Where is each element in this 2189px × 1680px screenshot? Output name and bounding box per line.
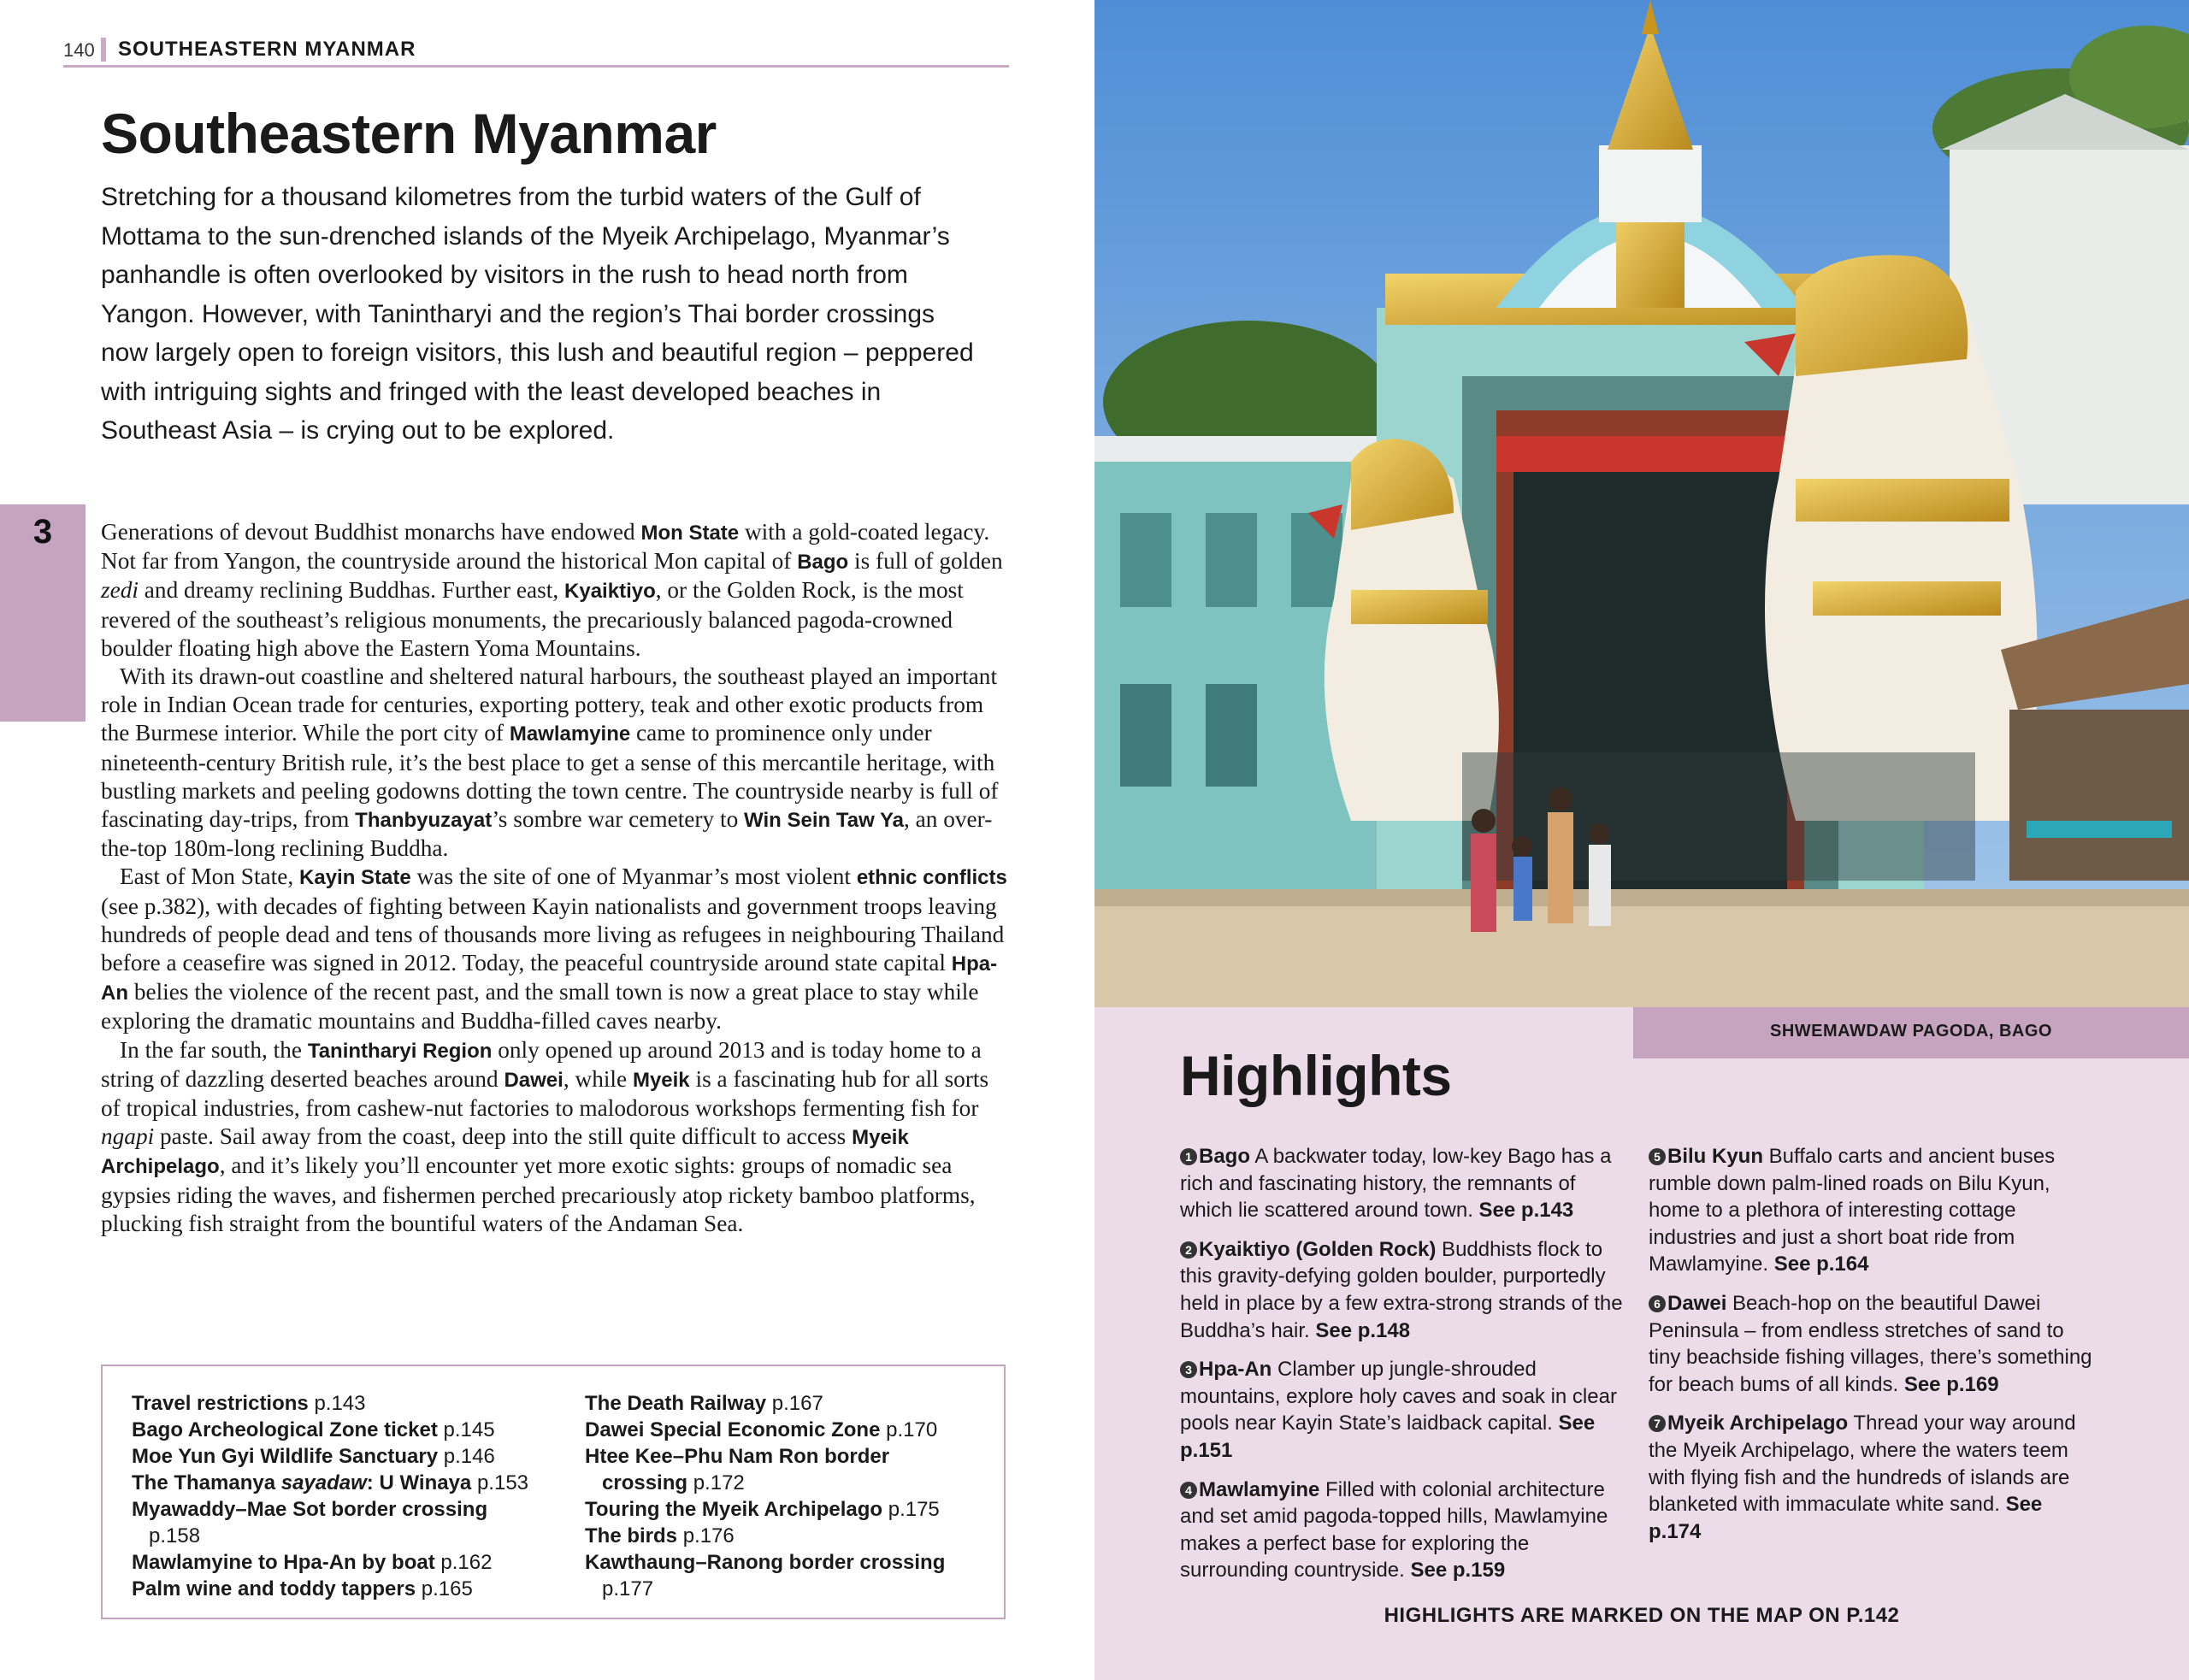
contents-column-2 bbox=[585, 1390, 1021, 1602]
chapter-title: Southeastern Myanmar bbox=[101, 102, 717, 165]
contents-item: Palm wine and toddy tappers p.165 bbox=[132, 1577, 473, 1600]
contents-item: Myawaddy–Mae Sot border crossing p.158 bbox=[132, 1498, 488, 1547]
highlight-item: 7 Myeik Archipelago Thread your way around the Myeik Archipelago, where the waters teem with flying fish and the hundreds of islands are blanketed with immaculate white sand. See p.174 bbox=[1649, 1412, 2076, 1543]
contents-item: Bago Archeological Zone ticket p.145 bbox=[132, 1418, 495, 1441]
chapter-contents-box bbox=[101, 1365, 1006, 1619]
contents-item: The Thamanya sayadaw: U Winaya p.153 bbox=[132, 1471, 529, 1494]
contents-item: Travel restrictions p.143 bbox=[132, 1392, 366, 1415]
chapter-tab-number: 3 bbox=[32, 513, 53, 551]
pagoda-photo bbox=[1094, 0, 2189, 1007]
highlight-item: 2 Kyaiktiyo (Golden Rock) Buddhists flock to this gravity-defying golden boulder, purportedly held in place by a few extra-strong strands of the Buddha’s hair. See p.148 bbox=[1180, 1237, 1623, 1342]
running-head-title: SOUTHEASTERN MYANMAR bbox=[118, 38, 416, 61]
page-number: 140 bbox=[63, 39, 95, 61]
highlights-title: Highlights bbox=[1180, 1044, 1452, 1107]
highlight-number: 2 bbox=[1180, 1241, 1197, 1259]
body-paragraph-3: East of Mon State, Kayin State was the site of one of Myanmar’s most violent ethnic conflicts (see p.382), with decades of fighting between Kayin nationalists and government troops leaving hundreds of people dead and tens of thousands more living as refugees in neighbouring Thailand before a ceasefire was signed in 2012. Today, the peaceful countryside around state capital Hpa-An belies the violence of the recent past, and the small town is now a great place to stay while exploring the dramatic mountains and Buddha-filled caves nearby. bbox=[101, 864, 1007, 1035]
highlight-item: 5 Bilu Kyun Buffalo carts and ancient buses rumble down palm-lined roads on Bilu Kyun, home to a plethora of interesting cottage industries and just a short boat ride from Mawlamyine. See p.164 bbox=[1649, 1145, 2056, 1276]
right-page bbox=[1094, 0, 2189, 1680]
contents-item: Kawthaung–Ranong border crossing p.177 bbox=[585, 1551, 946, 1600]
contents-item: The birds p.176 bbox=[585, 1524, 735, 1547]
running-head bbox=[63, 36, 1009, 68]
highlight-number: 6 bbox=[1649, 1295, 1666, 1312]
chapter-tab bbox=[0, 504, 86, 722]
highlight-number: 4 bbox=[1180, 1482, 1197, 1499]
highlight-number: 3 bbox=[1180, 1361, 1197, 1378]
contents-item: Mawlamyine to Hpa-An by boat p.162 bbox=[132, 1551, 493, 1574]
chapter-intro: Stretching for a thousand kilometres from the turbid waters of the Gulf of Mottama to the sun-drenched islands of the Myeik Archipelago, Myanmar’s panhandle is often overlooked by visitors in the rush to head north from Yangon. However, with Tanintharyi and the region’s Thai border crossings now largely open to foreign visitors, this lush and beautiful region – peppered with intriguing sights and fringed with the least developed beaches in Southeast Asia – is crying out to be explored. bbox=[101, 183, 974, 445]
highlight-item: 1 Bago A backwater today, low-key Bago has a rich and fascinating history, the remnants of which lie scattered around town. See p.143 bbox=[1180, 1145, 1612, 1223]
contents-column-1 bbox=[132, 1390, 568, 1602]
highlight-number: 1 bbox=[1180, 1148, 1197, 1165]
contents-item: Dawei Special Economic Zone p.170 bbox=[585, 1418, 938, 1441]
highlight-number: 7 bbox=[1649, 1415, 1666, 1432]
body-paragraph-4: In the far south, the Tanintharyi Region only opened up around 2013 and is today home to a string of dazzling deserted beaches around Dawei, while Myeik is a fascinating hub for all sorts of tropical industries, from cashew-nut factories to malodorous workshops fermenting fish for ngapi paste. Sail away from the coast, deep into the still quite difficult to access Myeik Archipelago, and it’s likely you’ll encounter yet more exotic sights: groups of nomadic sea gypsies riding the waves, and fishermen perched precariously atop rickety bamboo platforms, plucking fish straight from the bountiful waters of the Andaman Sea. bbox=[101, 1036, 989, 1236]
photo-caption: SHWEMAWDAW PAGODA, BAGO bbox=[1769, 1022, 2052, 1040]
body-paragraph-2: With its drawn-out coastline and sheltered natural harbours, the southeast played an important role in Indian Ocean trade for centuries, exporting pottery, teak and other exotic products from the Burmese interior. While the port city of Mawlamyine came to prominence only under nineteenth-century British rule, it’s the best place to get a sense of this mercantile heritage, with bustling markets and peeling godowns dotting the town centre. The countryside nearby is full of fascinating day-trips, from Thanbyuzayat’s sombre war cemetery to Win Sein Taw Ya, an over-the-top 180m-long reclining Buddha. bbox=[101, 663, 999, 862]
running-head-bar bbox=[101, 38, 106, 62]
contents-item: Moe Yun Gyi Wildlife Sanctuary p.146 bbox=[132, 1445, 495, 1468]
highlights-map-note: HIGHLIGHTS ARE MARKED ON THE MAP ON P.142 bbox=[1384, 1604, 1900, 1627]
highlight-number: 5 bbox=[1649, 1148, 1666, 1165]
contents-item: Htee Kee–Phu Nam Ron border crossing p.172 bbox=[585, 1445, 890, 1494]
left-page bbox=[0, 0, 1094, 1680]
contents-item: The Death Railway p.167 bbox=[585, 1392, 823, 1415]
body-paragraph-1: Generations of devout Buddhist monarchs have endowed Mon State with a gold-coated legacy. Not far from Yangon, the countryside around the historical Mon capital of Bago is full of golden zedi and dreamy reclining Buddhas. Further east, Kyaiktiyo, or the Golden Rock, is the most revered of the southeast’s religious monuments, the precariously balanced pagoda-crowned boulder floating high above the Eastern Yoma Mountains. bbox=[101, 519, 1003, 661]
body-text bbox=[101, 518, 1009, 1238]
highlights-column-1 bbox=[1180, 1143, 1625, 1596]
photo-caption-bar bbox=[1633, 1007, 2189, 1058]
highlight-item: 3 Hpa-An Clamber up jungle-shrouded mountains, explore holy caves and soak in clear pools near Kayin State’s laidback capital. See p.151 bbox=[1180, 1358, 1617, 1462]
highlight-item: 4 Mawlamyine Filled with colonial architecture and set amid pagoda-topped hills, Mawlamyine makes a perfect base for exploring the surrounding countryside. See p.159 bbox=[1180, 1477, 1608, 1583]
highlight-item: 6 Dawei Beach-hop on the beautiful Dawei Peninsula – from endless stretches of sand to tiny beachside fishing villages, there’s something for beach bums of all kinds. See p.169 bbox=[1649, 1291, 2092, 1396]
contents-item: Touring the Myeik Archipelago p.175 bbox=[585, 1498, 940, 1521]
highlights-column-2 bbox=[1649, 1143, 2093, 1557]
